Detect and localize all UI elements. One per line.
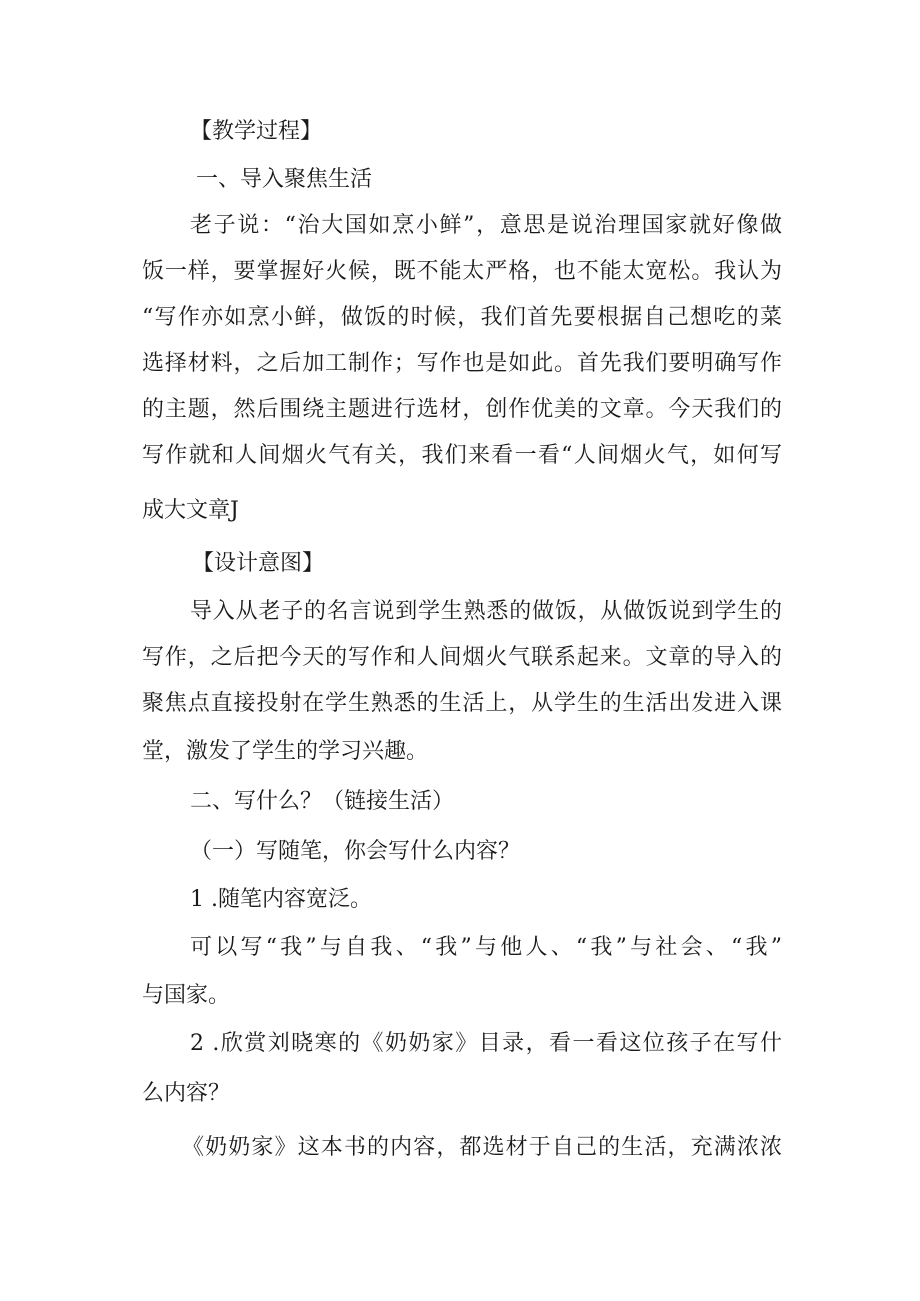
heading-teaching-process: 【教学过程】 bbox=[190, 119, 323, 144]
paragraph-2-line-2: 写作，之后把今天的写作和人间烟火气联系起来。文章的导入的 bbox=[142, 645, 782, 670]
paragraph-3-line-1: 可以写“我”与自我、“我”与他人、“我”与社会、“我” bbox=[190, 935, 782, 960]
paragraph-1-line-4: 选择材料，之后加工制作；写作也是如此。首先我们要明确写作 bbox=[142, 351, 782, 376]
subsection-1-title: （一）写随笔，你会写什么内容？ bbox=[190, 839, 521, 864]
section-2-title: 二、写什么？（链接生活） bbox=[190, 789, 455, 814]
list-item-2-line-2: 么内容？ bbox=[142, 1081, 231, 1106]
paragraph-2-line-3: 聚焦点直接投射在学生熟悉的生活上，从学生的生活出发进入课 bbox=[142, 691, 782, 716]
paragraph-1-line-2: 饭一样，要掌握好火候，既不能太严格，也不能太宽松。我认为 bbox=[142, 259, 782, 284]
paragraph-2-line-4: 堂，激发了学生的学习兴趣。 bbox=[142, 739, 429, 764]
list-item-2-line-1: 2 .欣赏刘晓寒的《奶奶家》目录，看一看这位孩子在写什 bbox=[190, 1031, 782, 1056]
heading-design-intent: 【设计意图】 bbox=[192, 551, 325, 576]
paragraph-3-line-2: 与国家。 bbox=[142, 983, 231, 1008]
paragraph-1-line-3: “写作亦如烹小鲜，做饭的时候，我们首先要根据自己想吃的菜 bbox=[142, 305, 782, 330]
paragraph-1-line-5: 的主题，然后围绕主题进行选材，创作优美的文章。今天我们的 bbox=[142, 397, 782, 422]
section-1-title: 一、导入聚焦生活 bbox=[196, 167, 373, 192]
paragraph-1-line-1: 老子说：“治大国如烹小鲜”，意思是说治理国家就好像做 bbox=[190, 213, 782, 238]
paragraph-1-line-7: 成大文章J bbox=[142, 498, 239, 523]
paragraph-2-line-1: 导入从老子的名言说到学生熟悉的做饭，从做饭说到学生的 bbox=[190, 599, 782, 624]
paragraph-4-line-1: 《奶奶家》这本书的内容，都选材于自己的生活，充满浓浓 bbox=[182, 1135, 782, 1160]
paragraph-1-line-6: 写作就和人间烟火气有关，我们来看一看“人间烟火气，如何写 bbox=[142, 443, 782, 468]
list-item-1: 1 .随笔内容宽泛。 bbox=[190, 887, 372, 912]
